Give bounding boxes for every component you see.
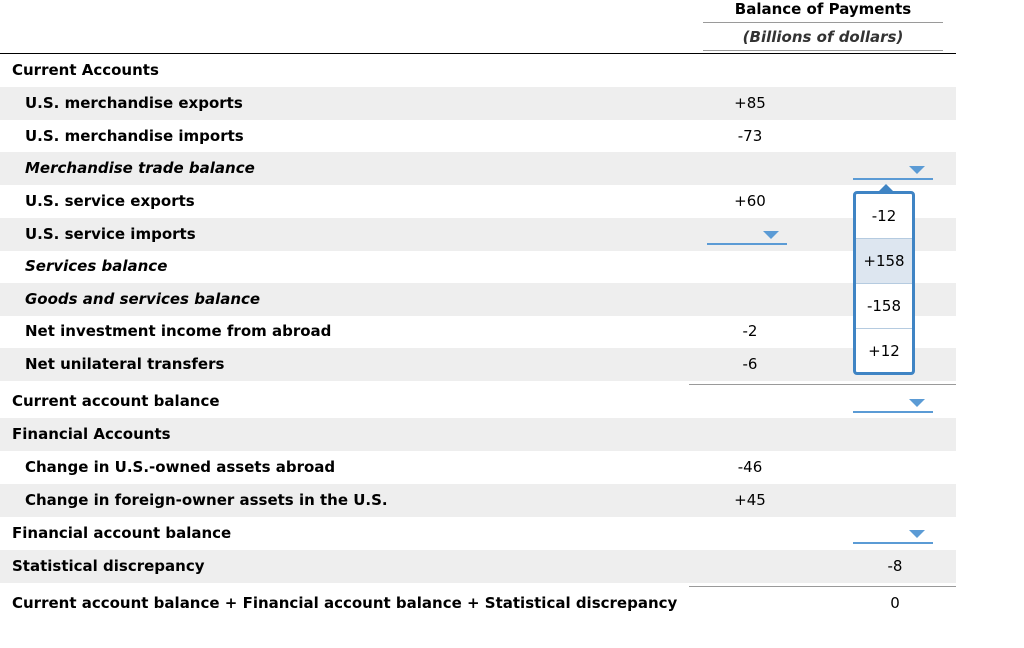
row-label: Change in U.S.-owned assets abroad xyxy=(25,458,336,476)
table-row xyxy=(0,484,956,517)
dropdown-options-list xyxy=(853,191,915,375)
row-label: Current account balance xyxy=(12,392,220,410)
table-row xyxy=(0,283,956,316)
table-row xyxy=(0,315,956,348)
row-label: U.S. merchandise exports xyxy=(25,94,243,112)
table-row xyxy=(0,348,956,381)
table-row xyxy=(0,451,956,484)
table-row xyxy=(0,250,956,283)
table-row xyxy=(0,120,956,153)
row-label: U.S. service imports xyxy=(25,225,196,243)
merchandise-trade-balance-dropdown[interactable] xyxy=(853,164,933,180)
table-row xyxy=(0,218,956,251)
chevron-down-icon xyxy=(909,399,925,407)
row-label: U.S. merchandise imports xyxy=(25,127,244,145)
section-heading-financial-accounts xyxy=(0,418,956,451)
dropdown-option-highlighted[interactable]: +158 xyxy=(856,239,912,284)
table-row xyxy=(0,87,956,120)
table-row xyxy=(0,550,956,583)
row-value: -8 xyxy=(887,557,903,575)
row-label: Current account balance + Financial account balance + Statistical discrepancy xyxy=(12,594,678,612)
row-value: +60 xyxy=(734,192,766,210)
dropdown-option[interactable]: -12 xyxy=(856,194,912,239)
table-row xyxy=(0,152,956,185)
row-label: Merchandise trade balance xyxy=(25,159,255,177)
row-label: Financial account balance xyxy=(12,524,232,542)
row-label: Statistical discrepancy xyxy=(12,557,205,575)
table-row xyxy=(0,587,956,620)
service-imports-dropdown[interactable] xyxy=(707,229,787,245)
row-label: Current Accounts xyxy=(12,61,159,79)
row-value: -46 xyxy=(737,458,763,476)
chevron-down-icon xyxy=(909,530,925,538)
caret-up-icon xyxy=(878,184,894,192)
row-label: Net unilateral transfers xyxy=(25,355,225,373)
column-header-subtitle: (Billions of dollars) xyxy=(703,24,943,51)
row-label: Net investment income from abroad xyxy=(25,322,332,340)
row-value: 0 xyxy=(890,594,900,612)
row-value: -6 xyxy=(742,355,758,373)
current-account-balance-dropdown[interactable] xyxy=(853,397,933,413)
dropdown-option[interactable]: -158 xyxy=(856,284,912,329)
table-row xyxy=(0,385,956,418)
table-row xyxy=(0,185,956,218)
row-label: Services balance xyxy=(25,257,168,275)
row-value: -73 xyxy=(737,127,763,145)
row-label: Change in foreign-owner assets in the U.S. xyxy=(25,491,388,509)
row-label: U.S. service exports xyxy=(25,192,195,210)
dropdown-option[interactable]: +12 xyxy=(868,342,900,360)
column-header-title: Balance of Payments xyxy=(703,0,943,23)
row-label: Goods and services balance xyxy=(25,290,261,308)
row-label: Financial Accounts xyxy=(12,425,171,443)
financial-account-balance-dropdown[interactable] xyxy=(853,528,933,544)
row-value: +45 xyxy=(734,491,766,509)
table-row xyxy=(0,517,956,550)
chevron-down-icon xyxy=(763,231,779,239)
chevron-down-icon xyxy=(909,166,925,174)
section-heading-current-accounts xyxy=(0,54,956,87)
row-value: -2 xyxy=(742,322,758,340)
row-value: +85 xyxy=(734,94,766,112)
